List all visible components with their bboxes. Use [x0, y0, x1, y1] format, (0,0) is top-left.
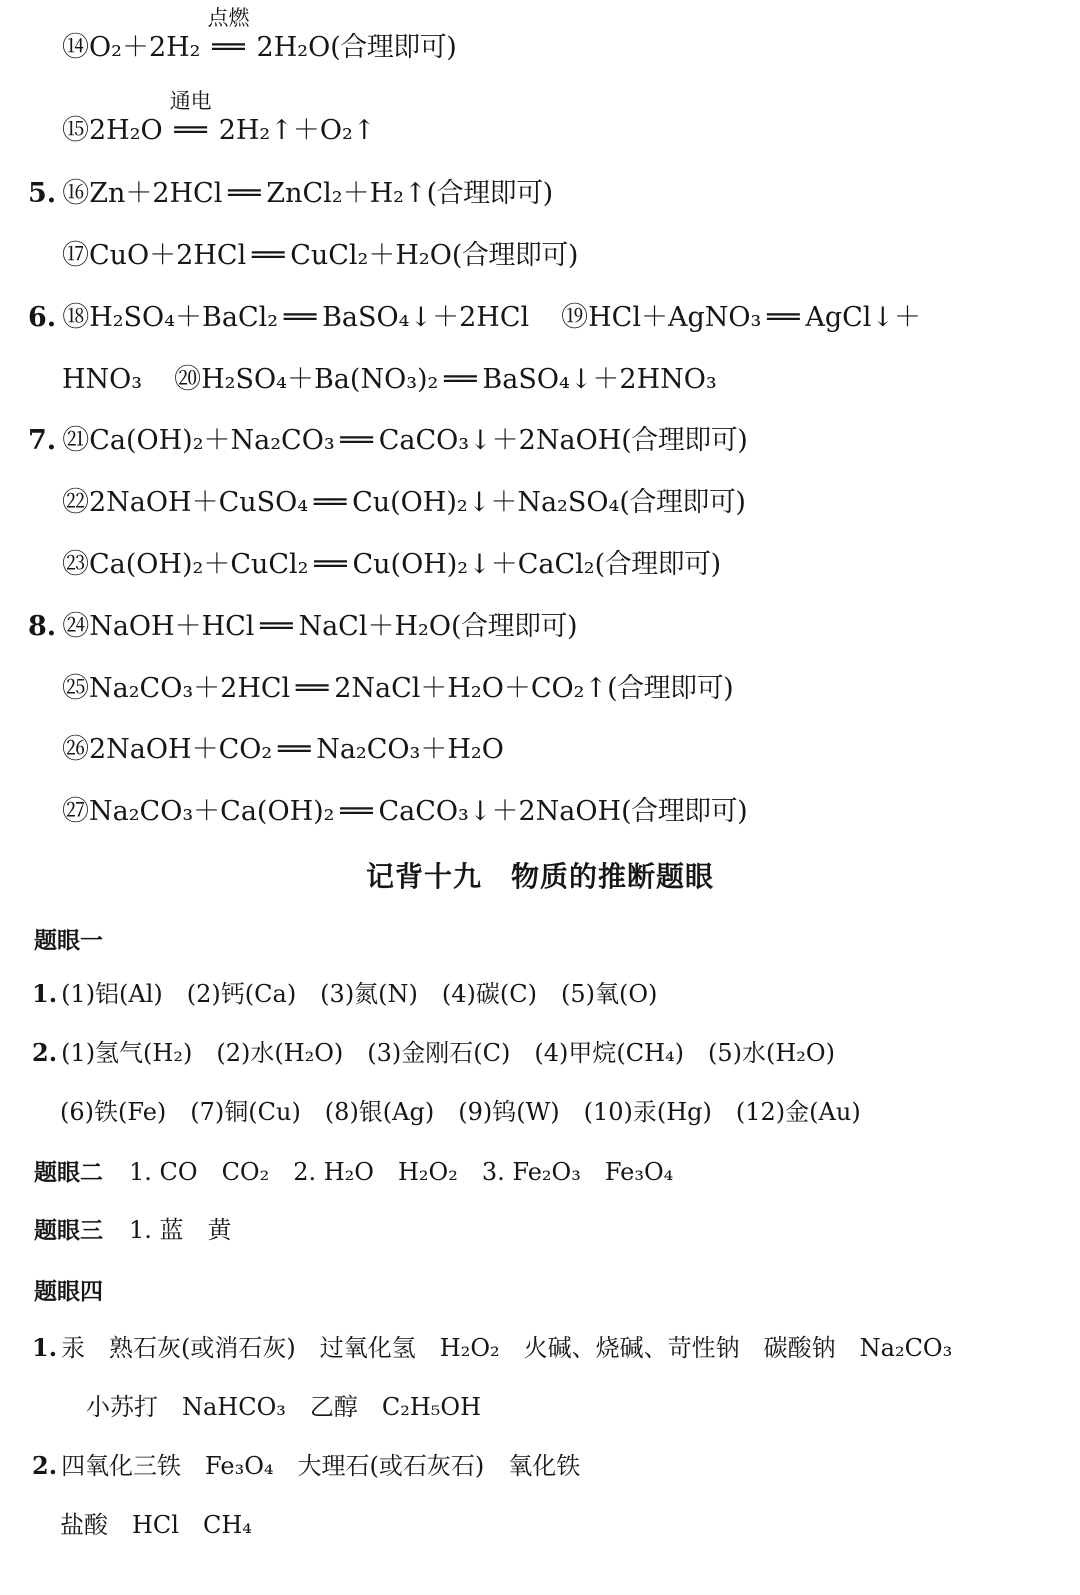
equation-arrow: ══	[295, 673, 329, 704]
tiyan3-heading: 题眼三	[34, 1218, 103, 1244]
equation-arrow: ══	[314, 549, 347, 580]
circled-number: ⑱	[62, 302, 90, 333]
equation-arrow: ══	[444, 364, 477, 395]
circled-number: ⑳	[174, 364, 202, 395]
equation-rhs: CaCO₃↓＋2NaOH	[378, 796, 622, 827]
equation-22	[62, 485, 745, 521]
equation-17	[62, 238, 578, 274]
equation-note: (合理即可)	[621, 796, 748, 827]
equation-lhs: 2NaOH＋CO₂	[89, 734, 273, 765]
item-text: 四氧化三铁 Fe₃O₄ 大理石(或石灰石) 氧化铁	[61, 1452, 581, 1480]
equation-19-20	[62, 362, 717, 398]
equation-lhs: O₂＋2H₂	[89, 32, 201, 63]
question-number: 5.	[28, 178, 57, 209]
item-text: 汞 熟石灰(或消石灰) 过氧化氢 H₂O₂ 火碱、烧碱、苛性钠 碳酸钠 Na₂CO₃	[61, 1334, 953, 1362]
equation-note: (合理即可)	[594, 549, 721, 580]
tiyan4-heading: 题眼四	[34, 1279, 103, 1305]
equation-rhs: 2NaCl＋H₂O＋CO₂↑	[334, 673, 608, 704]
equation-note: (合理即可)	[619, 487, 746, 518]
equation-lhs: Zn＋2HCl	[89, 178, 223, 209]
equation-note: (合理即可)	[621, 425, 748, 456]
equation-rhs: AgCl↓＋	[805, 302, 922, 333]
equation-lhs: HCl＋AgNO₃	[588, 302, 762, 333]
equation-14	[62, 6, 457, 66]
question-number: 1.	[32, 1333, 58, 1362]
tiyan1-heading: 题眼一	[34, 928, 103, 954]
equation-27	[62, 794, 747, 830]
equation-lhs: Ca(OH)₂＋Na₂CO₃	[89, 425, 335, 456]
item-text: (1)铝(Al) (2)钙(Ca) (3)氮(N) (4)碳(C) (5)氧(O)	[61, 980, 658, 1008]
equation-note: (合理即可)	[330, 32, 457, 63]
question-number: 2.	[32, 1038, 58, 1067]
equation-lhs: Na₂CO₃＋2HCl	[89, 673, 291, 704]
section-title: 记背十九 物质的推断题眼	[365, 860, 714, 893]
reaction-condition: 点燃	[207, 6, 250, 30]
equation-note: (合理即可)	[426, 178, 553, 209]
tiyan3-row	[34, 1213, 232, 1248]
circled-number: ㉓	[62, 549, 89, 580]
equation-arrow: 通电 ══	[163, 113, 219, 149]
equation-lhs: H₂SO₄＋BaCl₂	[89, 302, 279, 333]
circled-number: ⑮	[62, 115, 89, 146]
equation-lhs: 2NaOH＋CuSO₄	[89, 487, 309, 518]
equation-rhs: CuCl₂＋H₂O	[290, 240, 452, 271]
tiyan4-item1-line2: 小苏打 NaHCO₃ 乙醇 C₂H₅OH	[86, 1393, 482, 1421]
tiyan1-item2-line2: (6)铁(Fe) (7)铜(Cu) (8)银(Ag) (9)钨(W) (10)汞(Hg) (12)金(Au)	[60, 1098, 861, 1126]
equation-rhs: Cu(OH)₂↓＋Na₂SO₄	[352, 487, 620, 518]
equation-rhs: Na₂CO₃＋H₂O	[316, 734, 504, 765]
equation-arrow: ══	[251, 240, 285, 271]
equation-arrow: ══	[260, 611, 293, 642]
item-text: 1. CO CO₂ 2. H₂O H₂O₂ 3. Fe₂O₃ Fe₃O₄	[129, 1158, 674, 1186]
tiyan1-item1	[32, 977, 657, 1011]
equation-note: (合理即可)	[451, 240, 578, 271]
equation-23	[62, 547, 721, 583]
equation-rhs: Cu(OH)₂↓＋CaCl₂	[352, 549, 595, 580]
equation-arrow: ══	[228, 178, 261, 209]
circled-number: ㉗	[62, 796, 89, 827]
equation-arrow: ══	[340, 425, 373, 456]
equation-lhs: CuO＋2HCl	[89, 240, 247, 271]
equation-rhs: ZnCl₂＋H₂↑	[266, 178, 427, 209]
tiyan4-item2-line1	[32, 1449, 580, 1483]
equation-rhs: BaSO₄↓＋2HNO₃	[482, 364, 717, 395]
circled-number: ㉕	[62, 673, 89, 704]
circled-number: ⑯	[62, 178, 90, 209]
equation-arrow: ══	[767, 302, 800, 333]
equation-rhs: CaCO₃↓＋2NaOH	[378, 425, 622, 456]
equation-arrow: ══	[313, 487, 347, 518]
reaction-condition: 通电	[169, 89, 212, 113]
item-text: 1. 蓝 黄	[129, 1216, 232, 1244]
tiyan4-item1-line1	[32, 1331, 952, 1365]
equation-lhs: Ca(OH)₂＋CuCl₂	[89, 549, 309, 580]
question-number: 6.	[28, 302, 57, 333]
equation-15	[62, 89, 376, 149]
question-number: 2.	[32, 1451, 58, 1480]
equation-25	[62, 671, 733, 707]
circled-number: ㉑	[62, 425, 90, 456]
tiyan2-row	[34, 1155, 673, 1190]
equation-lhs: Na₂CO₃＋Ca(OH)₂	[89, 796, 335, 827]
equation-rhs: BaSO₄↓＋2HCl	[322, 302, 530, 333]
circled-number: ⑰	[62, 240, 89, 271]
equation-lhs: 2H₂O	[89, 115, 163, 146]
question-number: 7.	[28, 425, 57, 456]
tiyan2-heading: 题眼二	[34, 1160, 103, 1186]
equation-24	[28, 609, 578, 645]
equation-note: (合理即可)	[450, 611, 578, 642]
circled-number: ⑲	[561, 302, 589, 333]
circled-number: ㉒	[62, 487, 89, 518]
equation-rhs: 2H₂↑＋O₂↑	[218, 115, 376, 146]
equation-rhs: NaCl＋H₂O	[298, 611, 451, 642]
tiyan4-item2-line2: 盐酸 HCl CH₄	[60, 1511, 252, 1539]
equation-arrow: ══	[340, 796, 373, 827]
tiyan1-item2-line1	[32, 1036, 835, 1070]
equation-16	[28, 176, 553, 212]
equation-arrow: ══	[277, 734, 311, 765]
equation-arrow: 点燃 ══	[201, 30, 257, 66]
item-text: (1)氢气(H₂) (2)水(H₂O) (3)金刚石(C) (4)甲烷(CH₄) (5)水(H₂O)	[61, 1039, 835, 1067]
equation-arrow: ══	[283, 302, 317, 333]
equation-26	[62, 732, 504, 768]
equation-continuation: HNO₃	[62, 364, 143, 395]
equation-lhs: H₂SO₄＋Ba(NO₃)₂	[201, 364, 439, 395]
circled-number: ㉔	[62, 611, 90, 642]
circled-number: ⑭	[62, 32, 89, 63]
circled-number: ㉖	[62, 734, 89, 765]
equation-21	[28, 423, 748, 459]
question-number: 1.	[32, 979, 58, 1008]
equation-rhs: 2H₂O	[256, 32, 331, 63]
question-number: 8.	[28, 611, 57, 642]
equation-lhs: NaOH＋HCl	[89, 611, 255, 642]
equation-note: (合理即可)	[607, 673, 734, 704]
equation-18-19	[28, 300, 922, 336]
